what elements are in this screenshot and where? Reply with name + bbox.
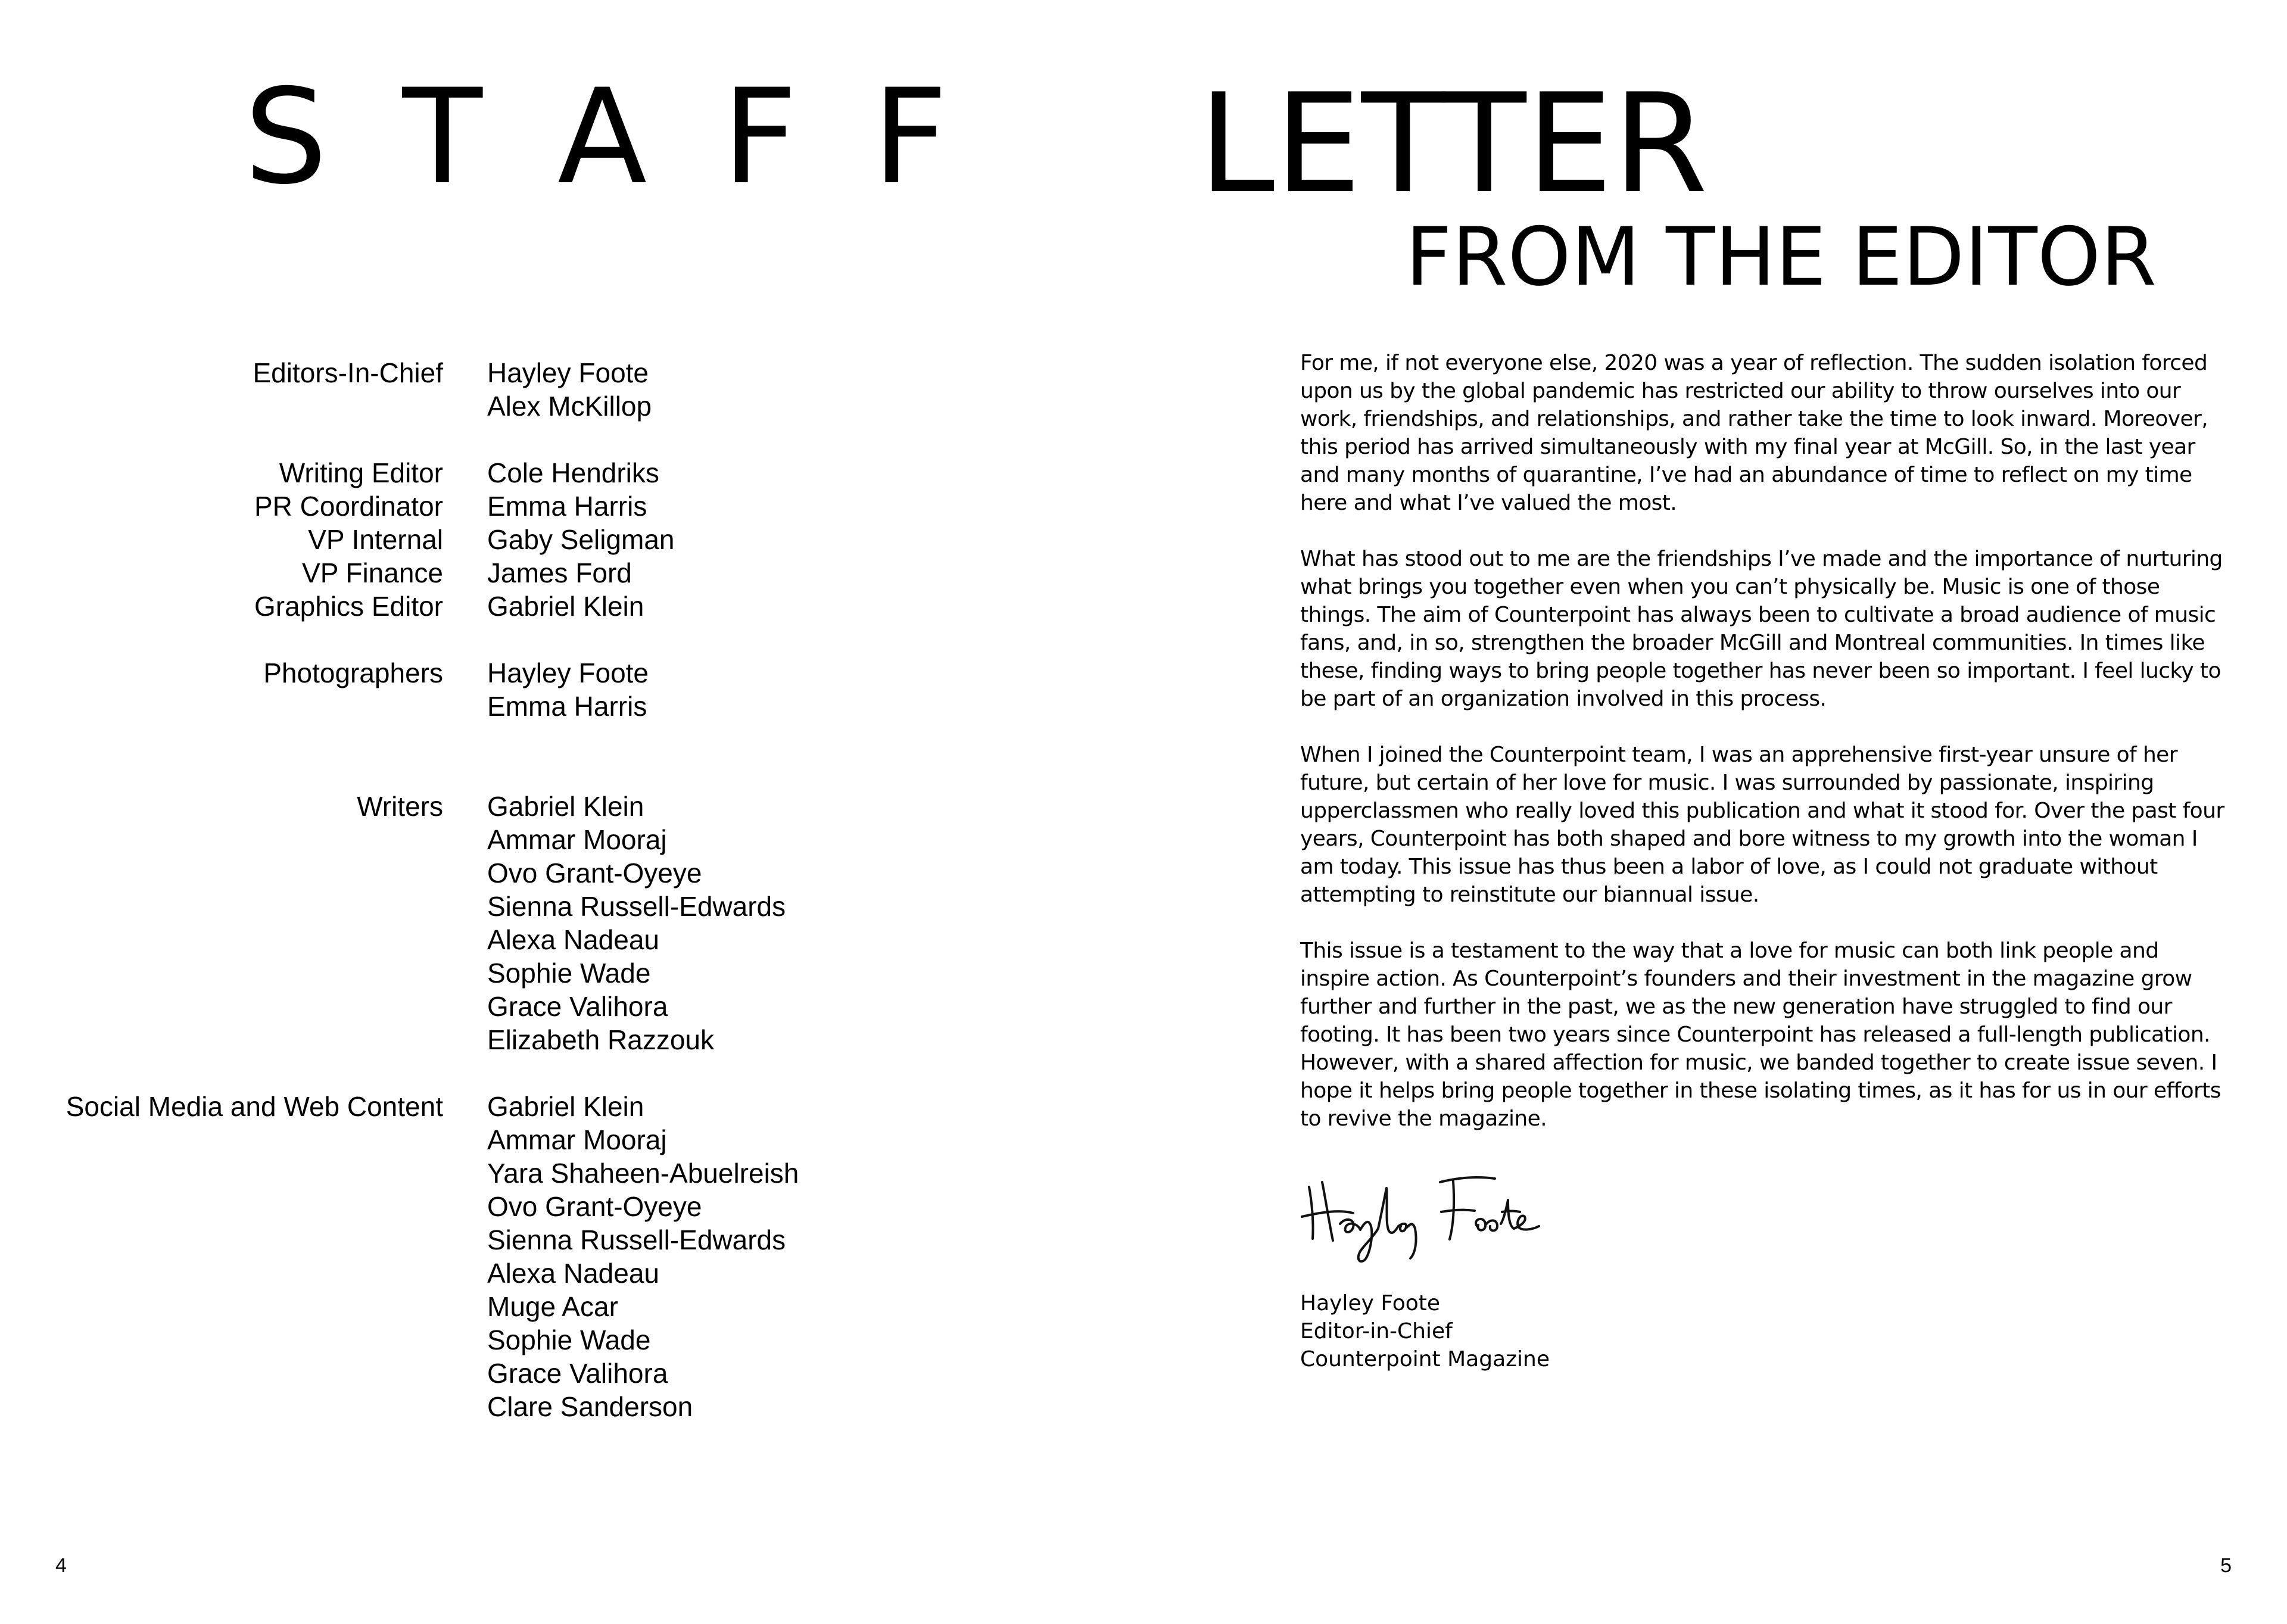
staff-row	[0, 1090, 893, 1423]
signature-image	[1298, 1164, 1560, 1265]
page-number-left: 4	[55, 1554, 67, 1577]
staff-role: Photographers	[263, 657, 443, 688]
staff-name: Cole Hendriks	[487, 457, 659, 488]
staff-name: Ovo Grant-Oyeye	[487, 858, 702, 889]
staff-names	[487, 1090, 799, 1423]
staff-name: Gabriel Klein	[487, 1091, 644, 1122]
staff-section	[0, 790, 893, 1056]
staff-name: Muge Acar	[487, 1291, 618, 1322]
staff-row	[0, 790, 893, 1056]
staff-row	[0, 490, 893, 523]
staff-role: Writers	[357, 791, 443, 822]
signoff	[1300, 1289, 1550, 1373]
staff-role: VP Internal	[308, 524, 443, 555]
signoff-publication: Counterpoint Magazine	[1300, 1347, 1550, 1371]
staff-row	[0, 656, 893, 723]
letter-subtitle: FROM THE EDITOR	[1406, 210, 2157, 304]
staff-names	[487, 523, 675, 556]
letter-paragraph: For me, if not everyone else, 2020 was a year of reflection. The sudden isolation forced upon us by the global pandemic has restricted our ability to throw ourselves into our work, friendships, and relationships, and rather take the time to look inward. Moreover, this period has arrived simultaneously with my final year at McGill. So, in the last year and many months of quarantine, I’ve had an abundance of time to reflect on my time here and what I’ve valued the most.	[1300, 351, 2208, 515]
staff-names	[487, 456, 659, 490]
staff-names	[487, 790, 786, 1056]
staff-name: Ovo Grant-Oyeye	[487, 1191, 702, 1222]
staff-name: Gabriel Klein	[487, 791, 644, 822]
staff-row	[0, 556, 893, 590]
letter-body	[1300, 349, 2226, 1161]
letter-paragraph: When I joined the Counterpoint team, I was an apprehensive first-year unsure of her future, but certain of her love for music. I was surrounded by passionate, inspiring upperclassmen who really loved this publication and what it stood for. Over the past four years, Counterpoint has both shaped and bore witness to my growth into the woman I am today. This issue has thus been a labor of love, as I could not graduate without attempting to reinstitute our biannual issue.	[1300, 743, 2224, 907]
staff-row	[0, 456, 893, 490]
staff-section	[0, 656, 893, 723]
staff-name: Hayley Foote	[487, 357, 649, 388]
staff-row	[0, 523, 893, 556]
staff-name: Gaby Seligman	[487, 524, 675, 555]
staff-section	[0, 1090, 893, 1423]
staff-names	[487, 590, 644, 623]
staff-name: Ammar Mooraj	[487, 824, 667, 855]
staff-role: Graphics Editor	[254, 591, 443, 622]
staff-name: Sophie Wade	[487, 958, 651, 989]
staff-name: Sophie Wade	[487, 1324, 651, 1355]
staff-name: Hayley Foote	[487, 657, 649, 688]
staff-role: VP Finance	[302, 557, 443, 588]
staff-title: S T A F F	[244, 61, 965, 213]
staff-name: James Ford	[487, 557, 632, 588]
staff-name: Alex McKillop	[487, 391, 652, 422]
staff-names	[487, 656, 649, 723]
staff-name: Emma Harris	[487, 491, 647, 522]
staff-name: Grace Valihora	[487, 991, 668, 1022]
staff-name: Yara Shaheen-Abuelreish	[487, 1158, 799, 1189]
staff-role: Writing Editor	[279, 457, 443, 488]
staff-name: Alexa Nadeau	[487, 924, 659, 955]
staff-name: Alexa Nadeau	[487, 1258, 659, 1289]
staff-names	[487, 490, 647, 523]
staff-role: Editors-In-Chief	[253, 357, 443, 388]
staff-role: Social Media and Web Content	[66, 1091, 443, 1122]
staff-name: Elizabeth Razzouk	[487, 1024, 714, 1055]
page-number-right: 5	[2220, 1554, 2232, 1577]
staff-section	[0, 456, 893, 623]
staff-names	[487, 356, 652, 423]
staff-names	[487, 556, 632, 590]
staff-section	[0, 356, 893, 423]
letter-paragraph: This issue is a testament to the way that a love for music can both link people and inspire action. As Counterpoint’s founders and their investment in the magazine grow further and further in the past, we as the new generation have struggled to find our footing. It has been two years since Counterpoint has released a full-length publication. However, with a shared affection for music, we banded together to create issue seven. I hope it helps bring people together in these isolating times, as it has for us in our efforts to revive the magazine.	[1300, 939, 2221, 1131]
staff-name: Grace Valihora	[487, 1358, 668, 1389]
staff-row	[0, 356, 893, 423]
letter-paragraph: What has stood out to me are the friendships I’ve made and the importance of nurturing what brings you together even when you can’t physically be. Music is one of those things. The aim of Counterpoint has always been to cultivate a broad audience of music fans, and, in so, strengthen the broader McGill and Montreal communities. In times like these, finding ways to bring people together has never been so important. I feel lucky to be part of an organization involved in this process.	[1300, 547, 2223, 711]
staff-name: Emma Harris	[487, 691, 647, 722]
staff-list	[0, 356, 893, 1457]
signoff-role: Editor-in-Chief	[1300, 1319, 1453, 1344]
staff-row	[0, 590, 893, 623]
letter-title: LETTER	[1198, 65, 1708, 224]
staff-name: Ammar Mooraj	[487, 1124, 667, 1155]
staff-name: Sienna Russell-Edwards	[487, 891, 786, 922]
staff-name: Gabriel Klein	[487, 591, 644, 622]
staff-name: Clare Sanderson	[487, 1391, 693, 1422]
signoff-name: Hayley Foote	[1300, 1291, 1441, 1316]
staff-name: Sienna Russell-Edwards	[487, 1224, 786, 1255]
staff-role: PR Coordinator	[254, 491, 443, 522]
